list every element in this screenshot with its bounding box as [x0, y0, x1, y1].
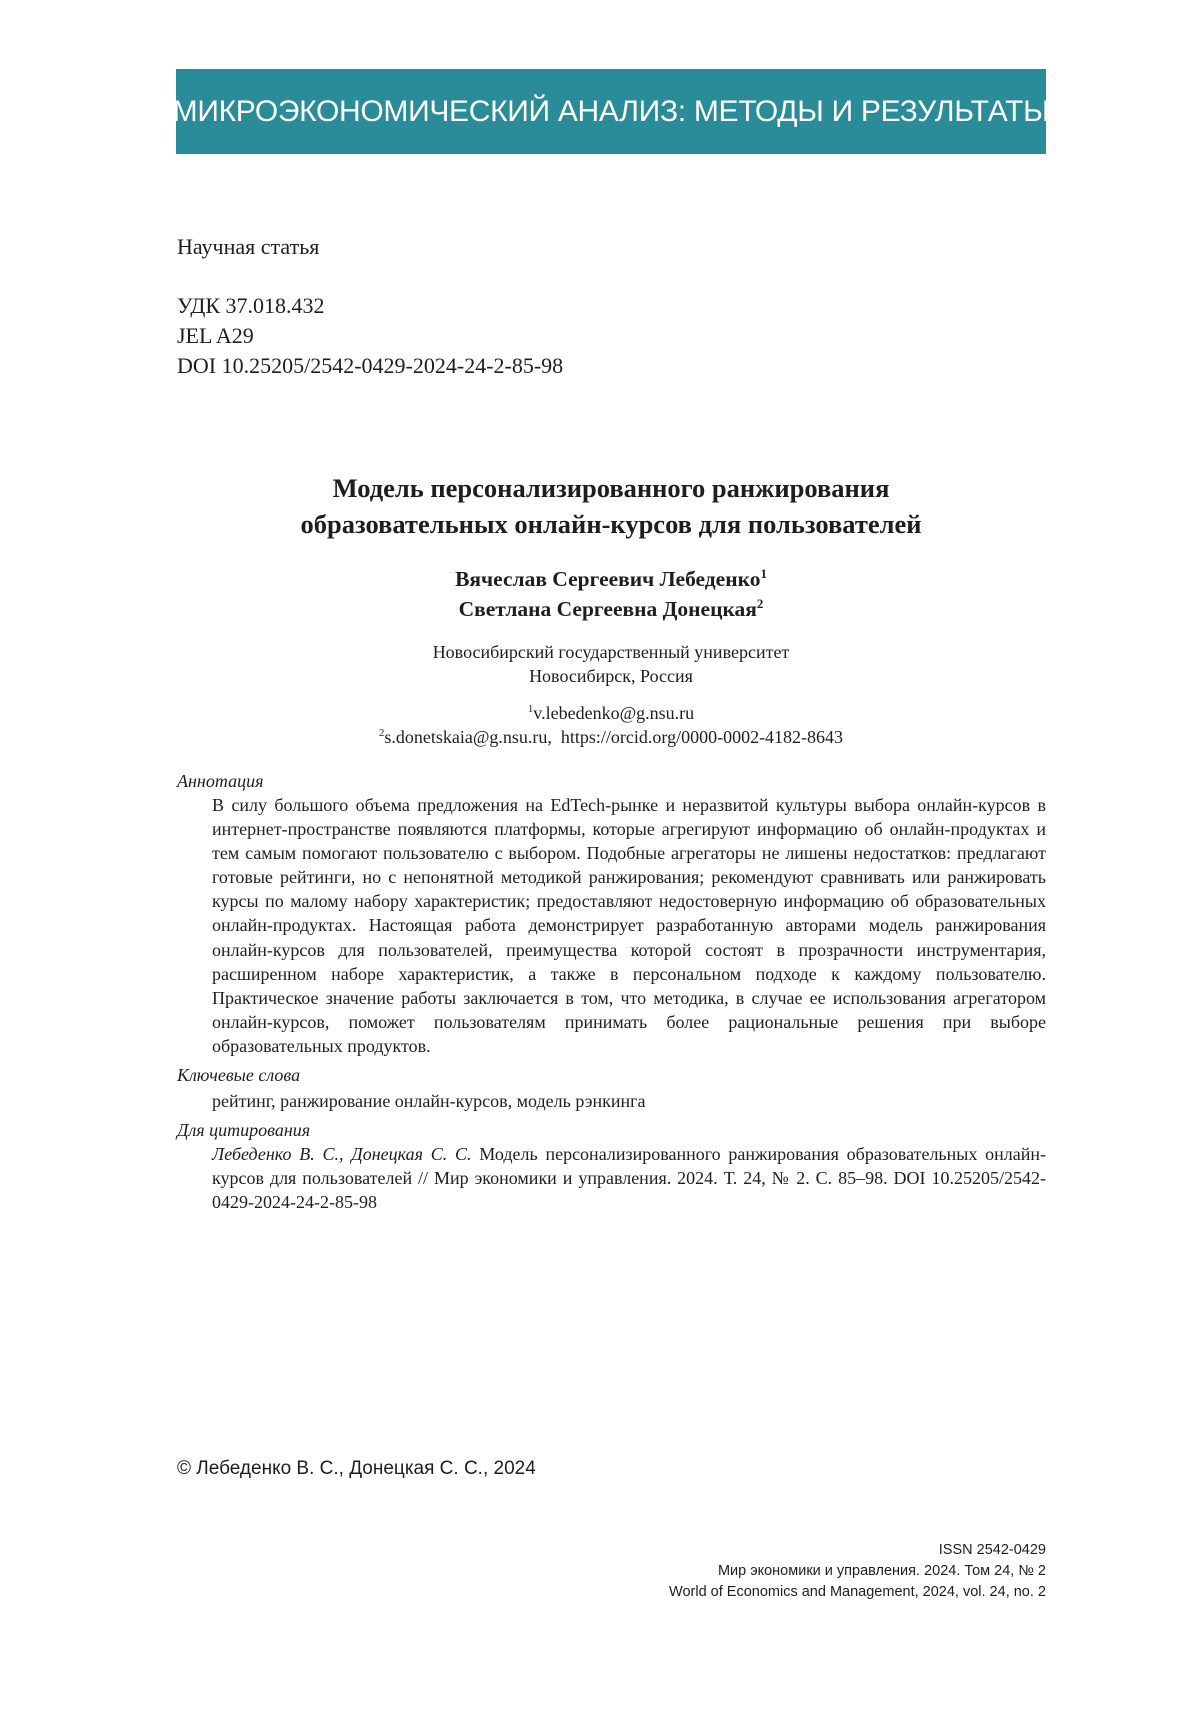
article-title-line-1: Модель персонализированного ранжирования — [332, 473, 890, 503]
affiliation-city: Новосибирск, Россия — [529, 666, 693, 686]
keywords-text: рейтинг, ранжирование онлайн-курсов, модель рэнкинга — [212, 1091, 646, 1111]
author-1 — [176, 564, 1046, 594]
orcid-link[interactable]: https://orcid.org/0000-0002-4182-8643 — [560, 727, 844, 747]
issn: ISSN 2542-0429 — [938, 1542, 1046, 1558]
journal-ru: Мир экономики и управления. 2024. Том 24, № 2 — [717, 1563, 1046, 1579]
affiliation — [176, 640, 1046, 688]
author-1-name: Вячеслав Сергеевич Лебеденко — [455, 567, 761, 591]
author-list — [176, 564, 1046, 624]
copyright: © Лебеденко В. С., Донецкая С. С., 2024 — [177, 1458, 536, 1479]
contact-2-mark: 2 — [378, 727, 385, 739]
doi: DOI 10.25205/2542-0429-2024-24-2-85-98 — [177, 353, 564, 378]
author-2-mark: 2 — [756, 596, 764, 611]
author-1-mark: 1 — [760, 566, 767, 581]
email-2-link[interactable]: s.donetskaia@g.nsu.ru, — [384, 727, 552, 747]
contact-1-mark: 1 — [527, 703, 534, 715]
author-2-name: Светлана Сергеевна Донецкая — [458, 597, 757, 621]
email-1-link[interactable]: v.lebedenko@g.nsu.ru — [533, 703, 695, 723]
citation-authors: Лебеденко В. С., Донецкая С. С. — [212, 1144, 472, 1164]
contacts — [176, 701, 1046, 749]
article-title-line-2: образовательных онлайн-курсов для пользователей — [300, 509, 922, 539]
citation-label: Для цитирования — [177, 1120, 311, 1140]
article-title — [176, 470, 1046, 542]
article-type: Научная статья — [177, 234, 320, 259]
contact-1 — [176, 701, 1046, 725]
abstract-text: В силу большого объема предложения на EdTech-рынке и неразвитой культуры выбора онлайн-курсов в интернет-пространстве появляются платформы, которые агрегируют информацию об онлайн-продуктах и тем самым помогают пользователю с выбором. Подобные агрегаторы не лишены недостатков: предлагают готовые рейтинги, но с непонятной методикой ранжирования; рекомендуют сравнивать или ранжировать курсы по малому набору характеристик; предоставляют недостоверную информацию об образовательных онлайн-продуктах. Настоящая работа демонстрирует разработанную авторами модель ранжирования онлайн-курсов для пользователей, преимущества которой состоят в прозрачности инструментария, расширенном наборе характеристик, а также в персональном подходе к каждому пользователю. Практическое значение работы заключается в том, что методика, в случае ее использования агрегатором онлайн-курсов, поможет пользователям принимать более рациональные решения при выборе образовательных продуктов. — [212, 795, 1046, 1056]
citation-text — [212, 1142, 1046, 1214]
author-2 — [176, 594, 1046, 624]
jel-code: JEL A29 — [177, 323, 254, 348]
keywords-label: Ключевые слова — [177, 1065, 301, 1085]
citation-body: Модель персонализированного ранжирования образовательных онлайн-курсов для пользователей // Мир экономики и управления. 2024. Т. 24, № 2. С. 85–98. DOI 10.25205/2542-0429-2024-24-2-85-98 — [212, 1144, 1046, 1213]
udk-code: УДК 37.018.432 — [177, 293, 325, 318]
section-banner: МИКРОЭКОНОМИЧЕСКИЙ АНАЛИЗ: МЕТОДЫ И РЕЗУЛЬТАТЫ — [176, 69, 1046, 154]
abstract-label: Аннотация — [177, 771, 264, 791]
journal-en: World of Economics and Management, 2024, vol. 24, no. 2 — [669, 1584, 1046, 1600]
journal-info — [669, 1540, 1046, 1603]
affiliation-org: Новосибирский государственный университет — [432, 642, 790, 662]
contact-2 — [176, 725, 1046, 749]
